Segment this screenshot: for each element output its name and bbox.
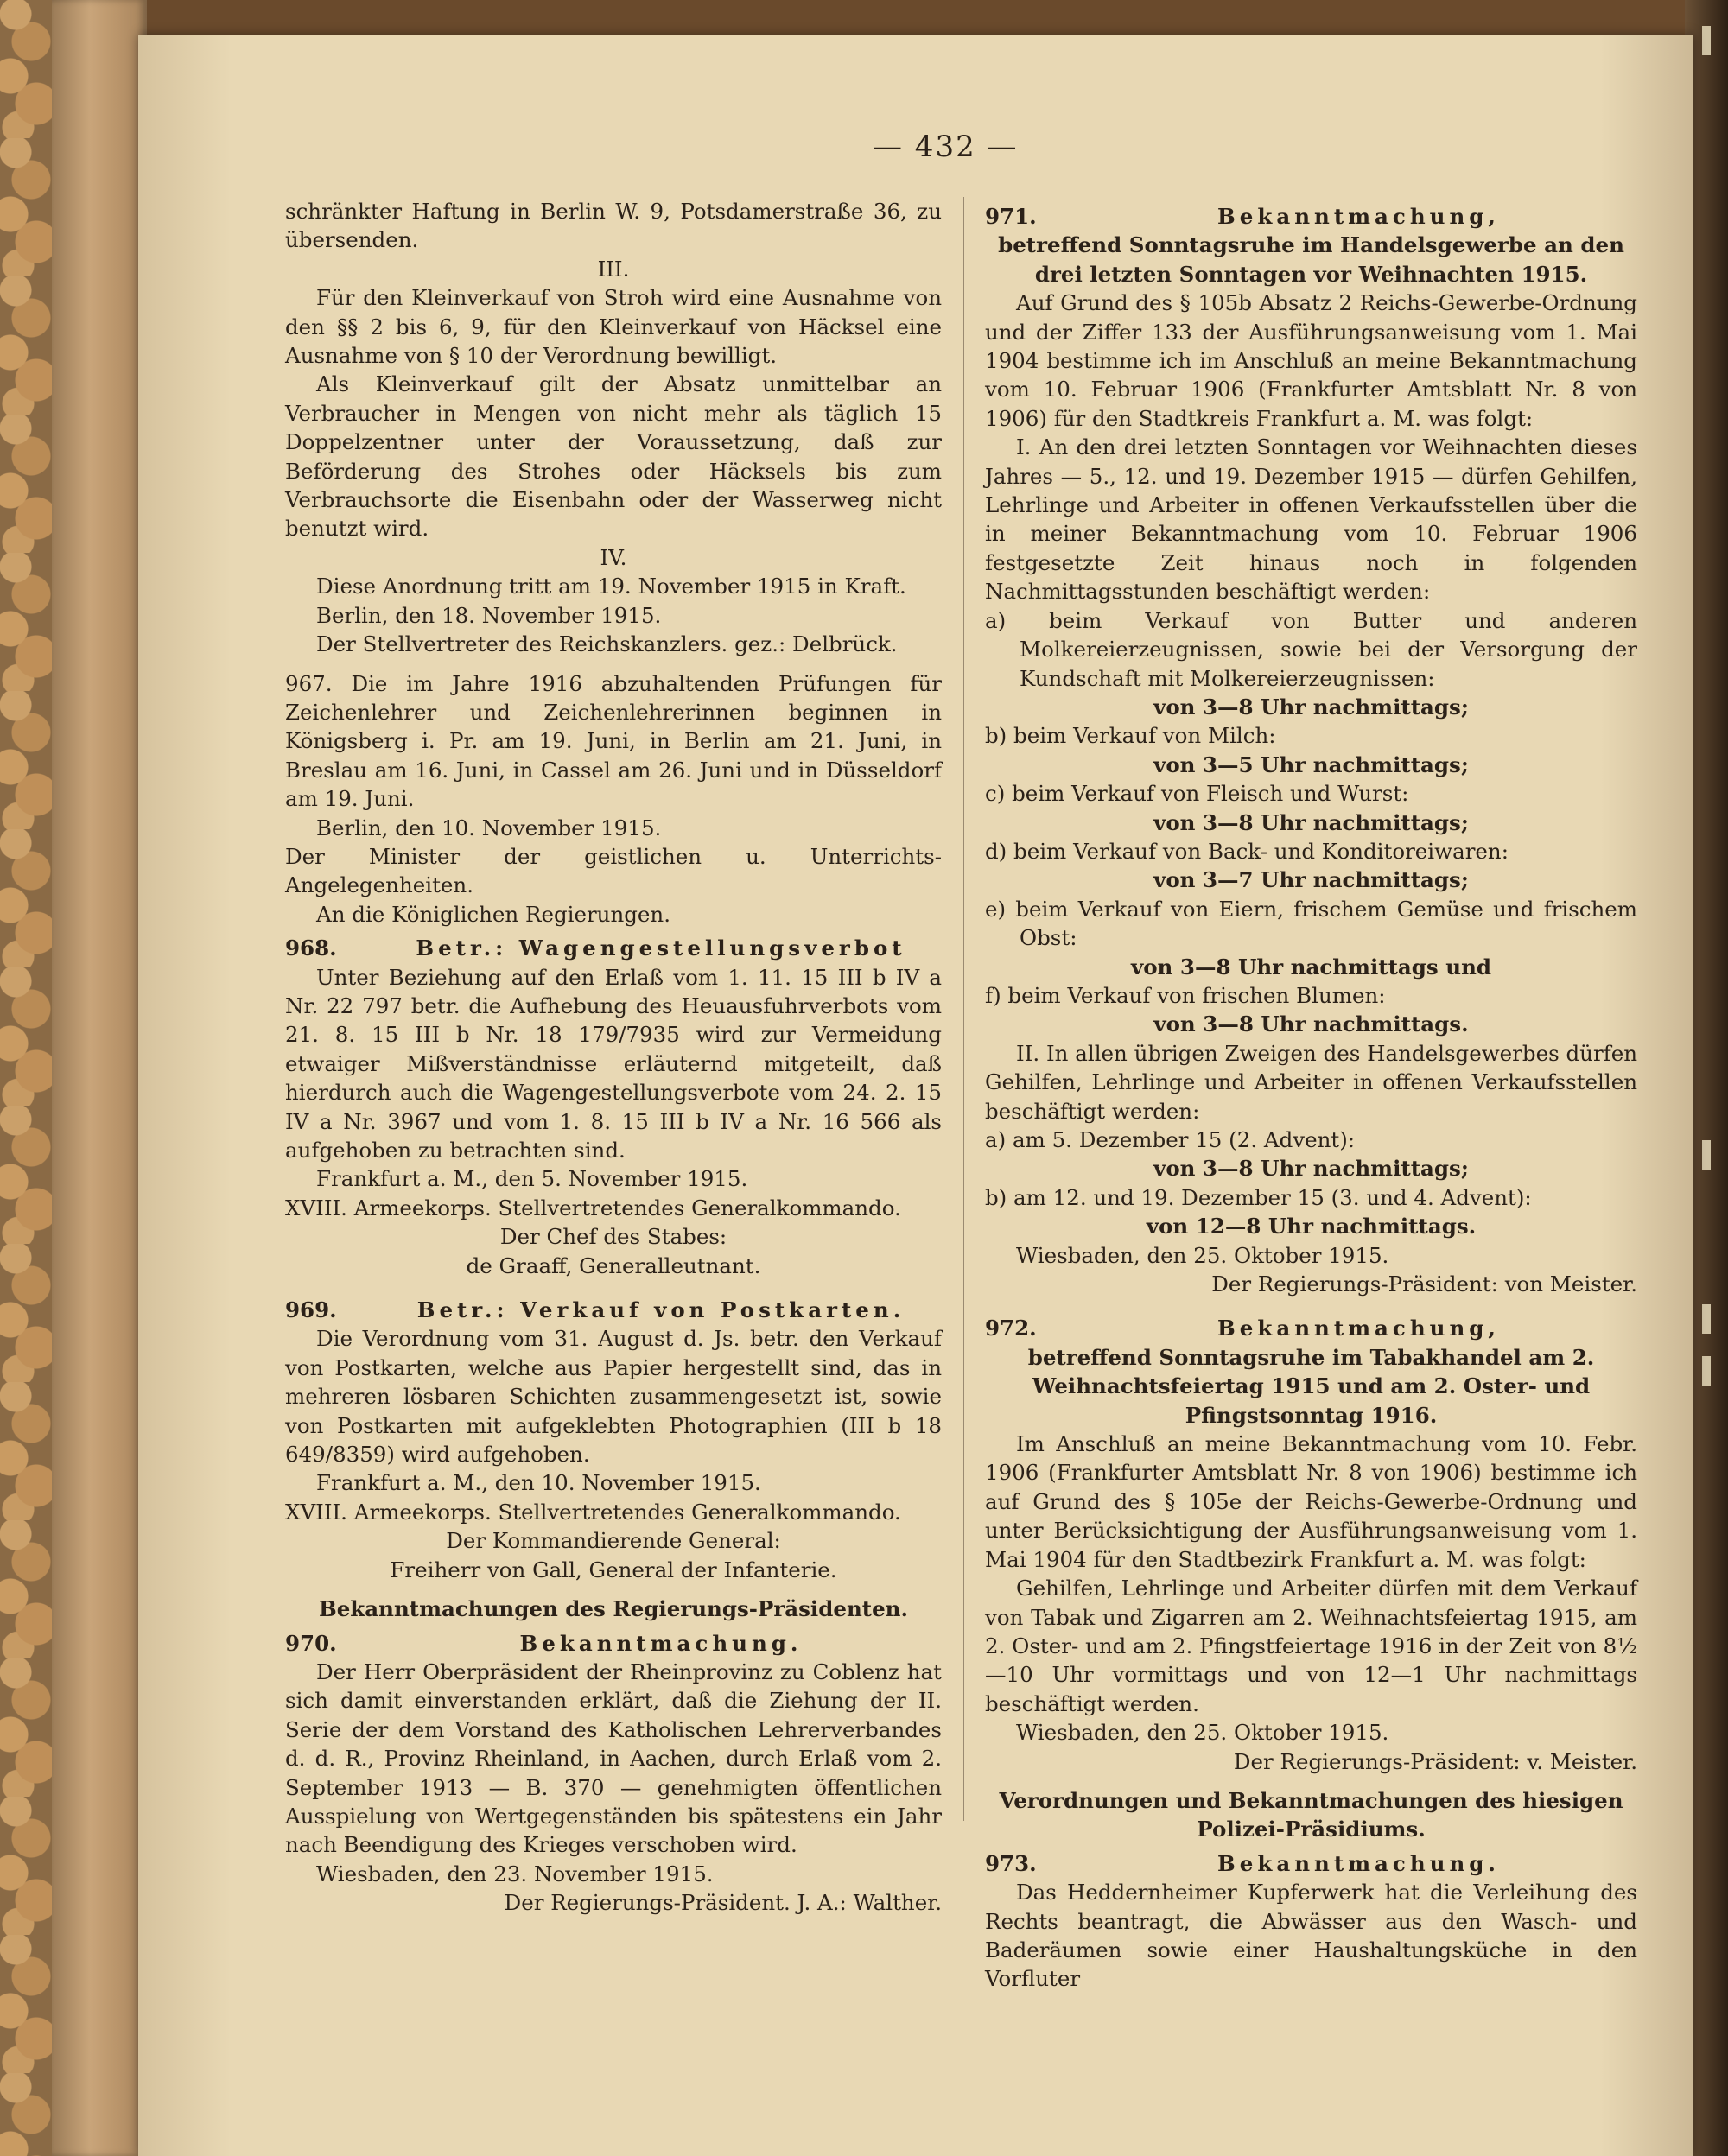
paragraph-b4: Der Kommandierende General: [446, 1528, 781, 1554]
page-number: — 432 — [873, 130, 1019, 164]
paragraph-l05: IV. [600, 544, 627, 570]
section-title: Bekanntmachung, [1217, 204, 1500, 229]
page-edge-mark [1702, 26, 1711, 55]
page-edge-mark [1702, 1356, 1711, 1386]
paragraph-d14: von 3—8 Uhr nachmittags. [1153, 1011, 1469, 1037]
spacer [985, 1776, 1637, 1786]
paragraph-e3: Wiesbaden, den 25. Oktober 1915. [1016, 1720, 1389, 1746]
paragraph-l01: schränkter Haftung in Berlin W. 9, Potsdamerstraße 36, zu übersenden. [285, 199, 942, 253]
section-title: Bekanntmachung. [519, 1630, 803, 1656]
spacer [985, 1298, 1637, 1309]
paragraph-a1: Unter Beziehung auf den Erlaß vom 1. 11. 15 III b IV a Nr. 22 797 betr. die Aufhebung des Heuausfuhrverbots vom 21. 8. 15 III b Nr. 18 179/7935 wird zur Vermeidung etwaiger Mißverständnisse erläuternd mitgeteilt, daß hierdurch auch die Wagengestellungsverbote vom 24. 2. 15 IV a Nr. 3967 und vom 1. 8. 15 III b IV a Nr. 16 566 als aufgehoben zu betrachten sind. [285, 964, 942, 1163]
paragraph-l10: 967. Die im Jahre 1916 abzuhaltenden Prüfungen für Zeichenlehrer und Zeichenlehrerinnen beginnen in Königsberg i. Pr. am 19. Juni, in Berlin am 21. Juni, in Breslau am 16. Juni, in Cassel am 26. Juni und in Düsseldorf am 19. Juni. [285, 670, 942, 812]
paragraph-f1: Das Heddernheimer Kupferwerk hat die Verleihung des Rechts beantragt, die Abwässer aus den Wasch- und Baderäumen sowie einer Haushaltungsküche in den Vorfluter [985, 1880, 1637, 1992]
section-972-body [985, 1430, 1637, 1776]
paragraph-b3: XVIII. Armeekorps. Stellvertretendes Generalkommando. [285, 1499, 901, 1525]
section-number: 969. [285, 1297, 337, 1323]
right-column [985, 197, 1637, 1994]
paragraph-d6: von 3—5 Uhr nachmittags; [1153, 751, 1469, 777]
paragraph-d20: Wiesbaden, den 25. Oktober 1915. [1016, 1242, 1389, 1268]
section-973-body [985, 1878, 1637, 1994]
paragraph-d19: von 12—8 Uhr nachmittags. [1146, 1214, 1477, 1240]
paragraph-d3: a) beim Verkauf von Butter und anderen Molkereierzeugnissen, sowie bei der Versorgung der Kundschaft mit Molkereierzeugnissen: [985, 607, 1637, 691]
paragraph-d21: Der Regierungs-Präsident: von Meister. [1211, 1271, 1637, 1297]
section-970-body [285, 1658, 942, 1918]
paragraph-l04: Als Kleinverkauf gilt der Absatz unmittelbar an Verbraucher in Mengen von nicht mehr als täglich 15 Doppelzentner unter der Voraussetzung, daß zur Beförderung des Strohes oder Häcksels bis zum Verbrauchsorte die Eisenbahn oder der Wasserweg nicht benutzt wird. [285, 371, 942, 542]
paragraph-l09 [285, 659, 942, 669]
section-971-body [985, 289, 1637, 1298]
section-title: Bekanntmachung. [1217, 1850, 1500, 1876]
section-969-heading [285, 1296, 942, 1324]
paragraph-a4: Der Chef des Stabes: [499, 1224, 727, 1250]
paragraph-l06: Diese Anordnung tritt am 19. November 1915 in Kraft. [316, 574, 906, 599]
paragraph-d9: d) beim Verkauf von Back- und Konditoreiwaren: [985, 838, 1509, 864]
paragraph-b2: Frankfurt a. M., den 10. November 1915. [316, 1470, 761, 1496]
section-title: Betr.: Verkauf von Postkarten. [416, 1297, 905, 1323]
paragraph-c2: Wiesbaden, den 23. November 1915. [316, 1861, 714, 1886]
paragraph-d11: e) beim Verkauf von Eiern, frischem Gemüse und frischem Obst: [985, 896, 1637, 951]
book-spine [52, 0, 147, 2156]
paragraph-l08: Der Stellvertreter des Reichskanzlers. gez.: Delbrück. [316, 631, 898, 657]
page-edge-mark [1702, 1304, 1711, 1334]
section-number: 972. [985, 1316, 1037, 1341]
paragraph-a2: Frankfurt a. M., den 5. November 1915. [316, 1166, 748, 1192]
section-972-heading [985, 1314, 1637, 1342]
section-number: 973. [985, 1850, 1037, 1876]
paragraph-d16: a) am 5. Dezember 15 (2. Advent): [985, 1127, 1356, 1152]
regpraes-heading: Bekanntmachungen des Regierungs-Präsidenten. [318, 1596, 909, 1622]
section-969-body [285, 1324, 942, 1584]
left-column [285, 197, 942, 1918]
paragraph-e2: Gehilfen, Lehrlinge und Arbeiter dürfen mit dem Verkauf von Tabak und Zigarren am 2. Weihnachtsfeiertag 1915, am 2. Oster- und am 2. Pfingstfeiertage 1916 in der Zeit von 8½—10 Uhr vormittags und von 12—1 Uhr nachmittags beschäftigt werden. [985, 1576, 1637, 1716]
paragraph-l11: Berlin, den 10. November 1915. [316, 815, 662, 840]
paragraph-d4: von 3—8 Uhr nachmittags; [1153, 694, 1469, 720]
column-divider [963, 197, 964, 1821]
paragraph-d10: von 3—7 Uhr nachmittags; [1153, 867, 1469, 893]
paragraph-l12: Der Minister der geistlichen u. Unterrichts-Angelegenheiten. [285, 843, 942, 898]
section-970-heading [285, 1629, 942, 1658]
paragraph-d2: I. An den drei letzten Sonntagen vor Weihnachten dieses Jahres — 5., 12. und 19. Dezember 1915 — dürfen Gehilfen, Lehrlinge und Arbeiter in offenen Verkaufsstellen über die in meiner Bekanntmachung vom 10. Februar 1906 festgesetzte Zeit hinaus noch in folgenden Nachmittagsstunden beschäftigt werden: [985, 434, 1637, 605]
paragraph-l02: III. [597, 256, 630, 282]
paragraph-d13: f) beim Verkauf von frischen Blumen: [985, 982, 1386, 1008]
page-edge-mark [1702, 1140, 1711, 1170]
paragraph-a3: XVIII. Armeekorps. Stellvertretendes Generalkommando. [285, 1195, 901, 1221]
paragraph-d17: von 3—8 Uhr nachmittags; [1153, 1156, 1469, 1182]
section-968-heading [285, 934, 942, 962]
section-subtitle: betreffend Sonntagsruhe im Handelsgewerbe an den drei letzten Sonntagen vor Weihnachten 1915. [998, 232, 1624, 287]
paragraph-d5: b) beim Verkauf von Milch: [985, 723, 1276, 749]
section-number: 971. [985, 204, 1037, 229]
paragraph-d18: b) am 12. und 19. Dezember 15 (3. und 4. Advent): [985, 1184, 1532, 1210]
paragraph-d7: c) beim Verkauf von Fleisch und Wurst: [985, 781, 1409, 807]
paragraph-a5: de Graaff, Generalleutnant. [466, 1252, 761, 1278]
section-number: 968. [285, 935, 337, 961]
section-968-body [285, 963, 942, 1280]
spacer [285, 1280, 942, 1290]
polizei-heading: Verordnungen und Bekanntmachungen des hiesigen Polizei-Präsidiums. [999, 1787, 1623, 1842]
section-971-heading [985, 202, 1637, 231]
paragraph-c1: Der Herr Oberpräsident der Rheinprovinz zu Coblenz hat sich damit einverstanden erklärt, daß die Ziehung der II. Serie der dem Vorstand des Katholischen Lehrerverbandes d. d. R., Provinz Rheinland, in Aachen, durch Erlaß vom 2. September 1913 — B. 370 — genehmigten öffentlichen Ausspielung von Wertgegenständen bis spätestens ein Jahr nach Beendigung des Krieges verschoben wird. [285, 1658, 942, 1858]
paragraph-l03: Für den Kleinverkauf von Stroh wird eine Ausnahme von den §§ 2 bis 6, 9, für den Kleinverkauf von Häcksel eine Ausnahme von § 10 der Verordnung bewilligt. [285, 285, 942, 369]
section-number: 970. [285, 1630, 337, 1656]
section-subtitle: betreffend Sonntagsruhe im Tabakhandel am 2. Weihnachtsfeiertag 1915 und am 2. Oster- und Pfingstsonntag 1916. [1027, 1344, 1595, 1428]
paragraph-l07: Berlin, den 18. November 1915. [316, 602, 662, 628]
paragraph-d12: von 3—8 Uhr nachmittags und [1130, 954, 1492, 980]
spacer [285, 1584, 942, 1595]
section-973-heading [985, 1849, 1637, 1878]
section-title: Bekanntmachung, [1217, 1316, 1500, 1341]
paragraph-e4: Der Regierungs-Präsident: v. Meister. [1233, 1748, 1637, 1774]
paragraph-b5: Freiherr von Gall, General der Infanterie. [390, 1557, 837, 1582]
marbled-cover [0, 0, 52, 2156]
paragraph-l13: An die Königlichen Regierungen. [316, 901, 670, 927]
paragraph-e1: Im Anschluß an meine Bekanntmachung vom 10. Febr. 1906 (Frankfurter Amtsblatt Nr. 8 von 1906) bestimme ich auf Grund des § 105e der Reichs-Gewerbe-Ordnung und unter Berücksichtigung der Ausführungsanweisung vom 1. Mai 1904 für den Stadtbezirk Frankfurt a. M. was folgt: [985, 1431, 1637, 1572]
left-column-intro [285, 197, 942, 929]
paragraph-c3: Der Regierungs-Präsident. J. A.: Walther. [504, 1890, 942, 1916]
paragraph-d15: II. In allen übrigen Zweigen des Handelsgewerbes dürfen Gehilfen, Lehrlinge und Arbeiter in offenen Verkaufsstellen beschäftigt werden: [985, 1040, 1637, 1124]
paragraph-b1: Die Verordnung vom 31. August d. Js. betr. den Verkauf von Postkarten, welche aus Papier hergestellt sind, das in mehreren lösbaren Schichten zusammengesetzt ist, sowie von Postkarten mit aufgeklebten Photographien (III b 18 649/8359) wird aufgehoben. [285, 1326, 942, 1468]
paragraph-d8: von 3—8 Uhr nachmittags; [1153, 809, 1469, 835]
paragraph-d1: Auf Grund des § 105b Absatz 2 Reichs-Gewerbe-Ordnung und der Ziffer 133 der Ausführungsanweisung vom 1. Mai 1904 bestimme ich im Anschluß an meine Bekanntmachung vom 10. Februar 1906 (Frankfurter Amtsblatt Nr. 8 von 1906) für den Stadtkreis Frankfurt a. M. was folgt: [985, 290, 1637, 431]
section-title: Betr.: Wagengestellungsverbot [416, 935, 906, 961]
